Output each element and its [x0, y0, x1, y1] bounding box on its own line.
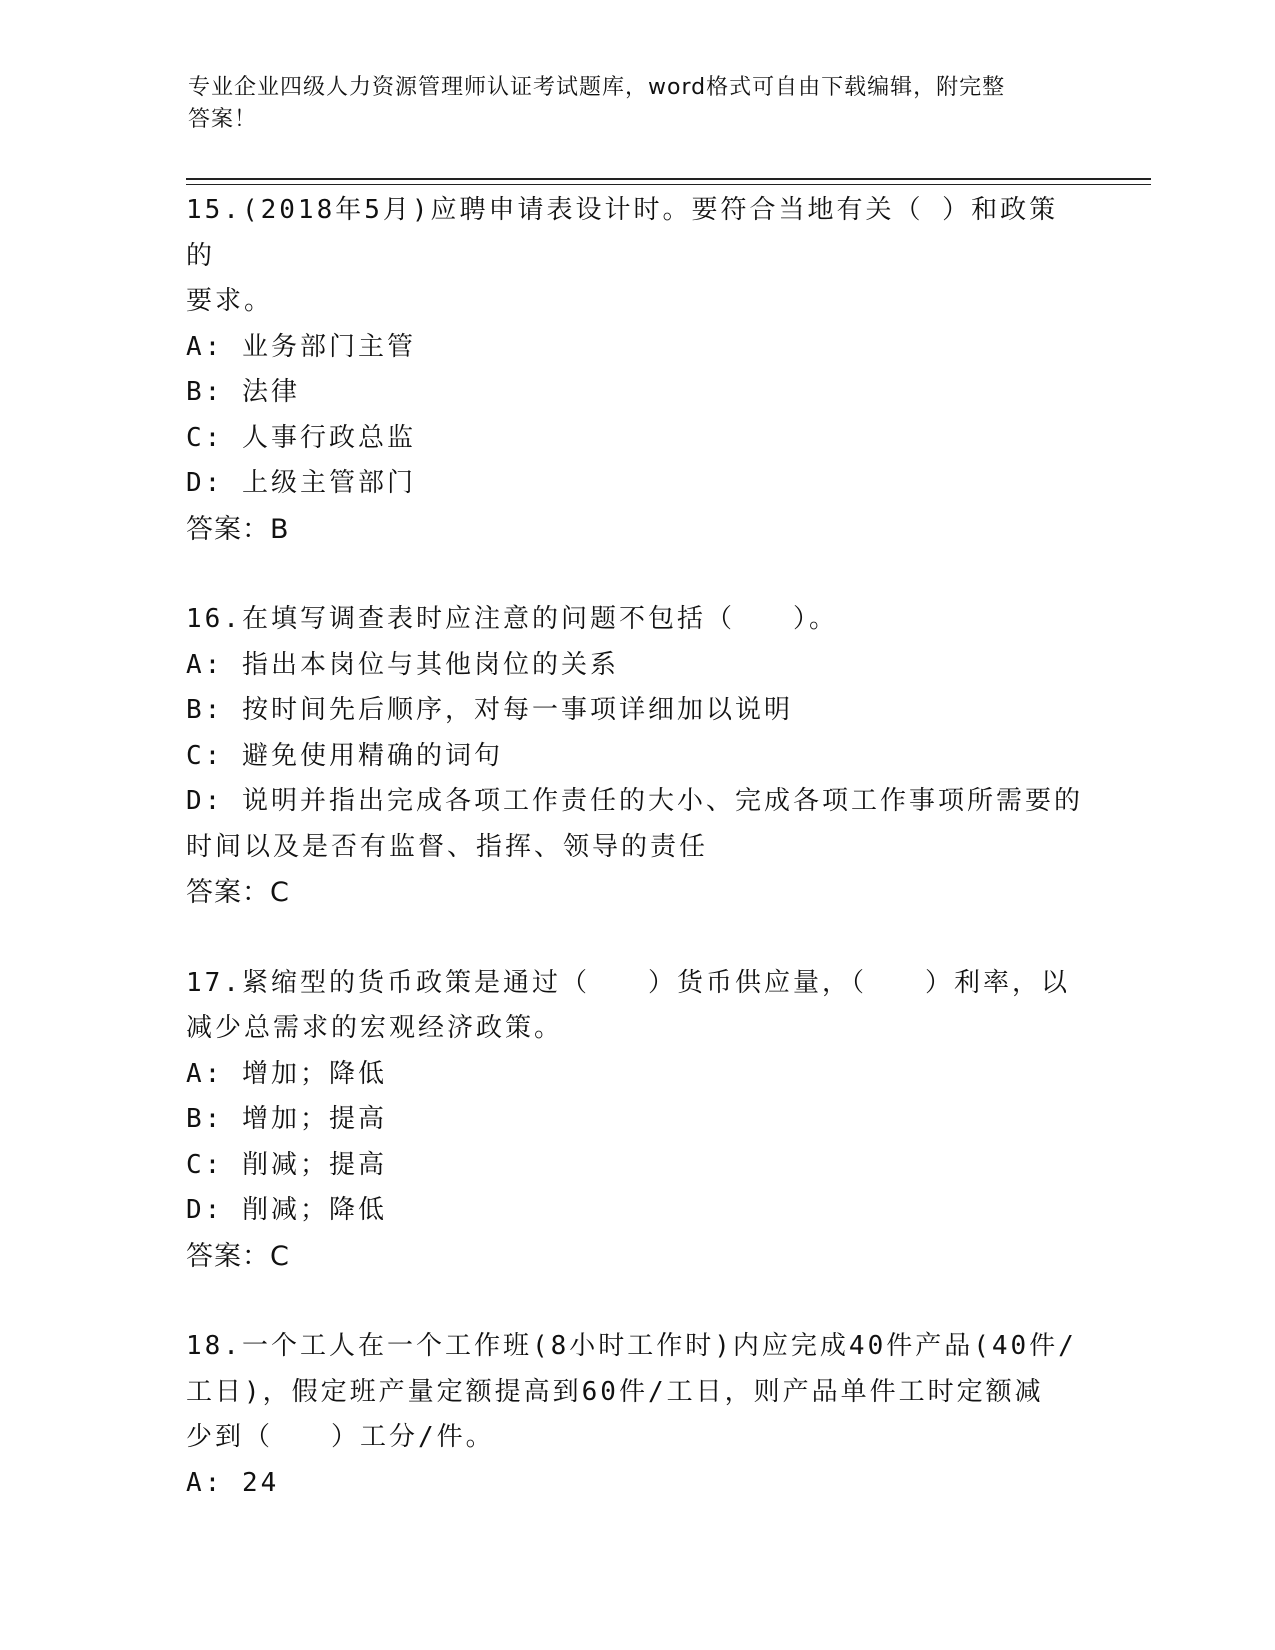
option-c: C: 削减；提高	[186, 1149, 387, 1180]
option-d-continued: 时间以及是否有监督、指挥、领导的责任	[186, 831, 709, 862]
option-c: C: 避免使用精确的词句	[186, 740, 503, 771]
question-list	[186, 188, 1086, 1506]
answer: 答案：B	[186, 513, 290, 545]
question-stem: 16.在填写调查表时应注意的问题不包括（ ）。	[186, 604, 838, 634]
option-b: B: 增加；提高	[186, 1104, 387, 1134]
spacer	[186, 1279, 1086, 1324]
option-a: A: 业务部门主管	[186, 331, 416, 362]
option-b: B: 法律	[186, 377, 300, 407]
spacer	[186, 916, 1086, 961]
question-stem: 15.(2018年5月)应聘申请表设计时。要符合当地有关（ ）和政策的	[186, 195, 1059, 271]
question-stem: 少到（ ）工分/件。	[186, 1422, 495, 1452]
option-a: A: 24	[186, 1467, 280, 1498]
question-stem: 要求。	[186, 286, 274, 316]
question-stem: 工日)，假定班产量定额提高到60件/工日，则产品单件工时定额减	[186, 1376, 1044, 1407]
question-16	[186, 597, 1086, 916]
header-line-1: 专业企业四级人力资源管理师认证考试题库，word格式可自由下载编辑，附完整	[188, 75, 1006, 100]
option-c: C: 人事行政总监	[186, 422, 416, 453]
header-line-2: 答案！	[188, 107, 258, 132]
answer: 答案：C	[186, 1240, 290, 1272]
question-stem: 减少总需求的宏观经济政策。	[186, 1013, 564, 1043]
document-header	[188, 72, 1068, 136]
header-divider	[186, 178, 1151, 180]
question-18	[186, 1324, 1086, 1506]
question-stem: 18.一个工人在一个工作班(8小时工作时)内应完成40件产品(40件/	[186, 1331, 1077, 1361]
header-divider-thin	[186, 184, 1151, 185]
option-d: D: 上级主管部门	[186, 468, 416, 498]
spacer	[186, 552, 1086, 597]
option-a: A: 指出本岗位与其他岗位的关系	[186, 649, 619, 680]
question-17	[186, 961, 1086, 1280]
answer: 答案：C	[186, 877, 290, 908]
option-d: D: 削减；降低	[186, 1195, 387, 1225]
question-15	[186, 188, 1086, 552]
option-b: B: 按时间先后顺序，对每一事项详细加以说明	[186, 695, 793, 725]
option-d: D: 说明并指出完成各项工作责任的大小、完成各项工作事项所需要的	[186, 786, 1083, 816]
option-a: A: 增加；降低	[186, 1058, 387, 1089]
question-stem: 17.紧缩型的货币政策是通过（ ）货币供应量，（ ）利率，以	[186, 967, 1070, 998]
